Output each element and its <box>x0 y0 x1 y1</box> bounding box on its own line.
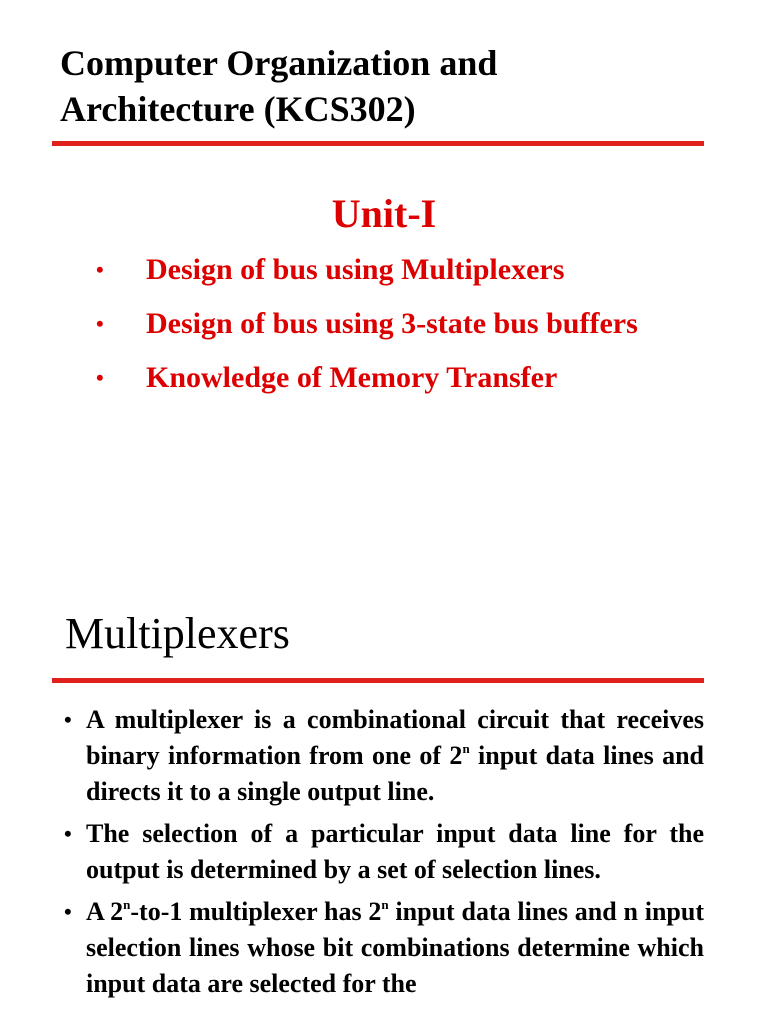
superscript-n: n <box>381 897 389 912</box>
point-item <box>64 702 704 810</box>
bullet-icon: • <box>96 257 104 282</box>
topic-item <box>96 304 696 344</box>
bullet-icon: • <box>64 821 72 846</box>
point-text-part: -to-1 multiplexer has 2 <box>130 897 382 926</box>
topic-text: Design of bus using Multiplexers <box>146 253 565 286</box>
point-text-part: input data lines and n input selection lines whose bit combinations determine which input data are selected for the <box>86 897 704 998</box>
point-text: The selection of a particular input data line for the output is determined by a set of selection lines. <box>86 819 704 884</box>
bullet-icon: • <box>96 311 104 336</box>
point-item <box>64 816 704 888</box>
superscript-n: n <box>462 741 470 756</box>
topic-list <box>96 250 696 412</box>
point-text-part: input data lines and directs it to a single output line. <box>86 741 704 806</box>
slide-title-line-2: Architecture (KCS302) <box>60 89 416 129</box>
slide-title-line-1: Computer Organization and <box>60 43 498 83</box>
bullet-icon: • <box>64 707 72 732</box>
point-text-part: A multiplexer is a combinational circuit that receives binary information from one of 2 <box>86 705 704 770</box>
unit-heading: Unit-I <box>331 191 437 236</box>
point-text-part: A 2 <box>86 897 124 926</box>
section-title: Multiplexers <box>65 609 290 658</box>
topic-item <box>96 250 696 290</box>
topic-text: Knowledge of Memory Transfer <box>146 361 558 394</box>
topic-item <box>96 358 696 398</box>
section-divider <box>52 678 704 683</box>
title-divider <box>52 141 704 146</box>
topic-text: Design of bus using 3-state bus buffers <box>146 307 638 340</box>
superscript-n: n <box>123 897 131 912</box>
bullet-icon: • <box>96 365 104 390</box>
point-list <box>64 702 704 1008</box>
bullet-icon: • <box>64 899 72 924</box>
slide-title <box>60 40 720 132</box>
point-item <box>64 894 704 1002</box>
